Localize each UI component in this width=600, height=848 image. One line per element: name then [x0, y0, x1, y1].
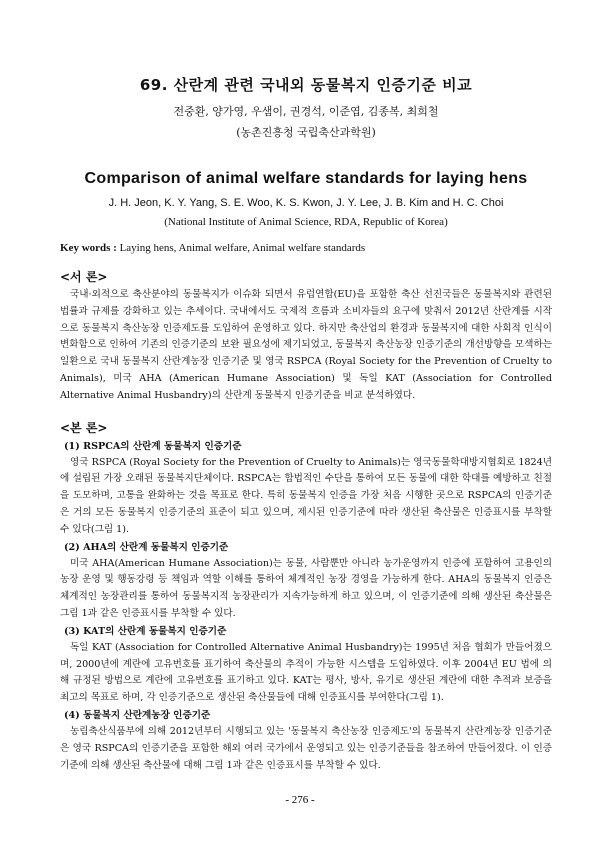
subsection-text: 독일 KAT (Association for Controlled Alternative Animal Husbandry)는 1995년 처음 협회가 만들어졌으며, 2000년에 계란에 고유번호를 표기하여 축산물의 추적이 가능한 시스템을 도입하였다. 이후 2004년 EU 법에 의해 규정된 방법으로 계란에 고유번호를 표기하고 있다. KAT는 평사, 방사, 유기로 생산된 계란에 대한 추적과 보증을 최고의 목표로 하며, 각 인증기준으로 생산된 축산물들에 대해 인증표시를 부여한다(그림 1). — [60, 641, 552, 704]
subsection-title: (1) RSPCA의 산란계 동물복지 인증기준 — [64, 440, 242, 452]
subsection-text: 미국 AHA(American Humane Association)는 동물, 사람뿐만 아니라 농가운영까지 인증에 포함하여 고용인의 농장 운영 및 행동강령 등 책임과 역할 이해를 통하여 체계적인 농장 경영을 가능하게 한다. AHA의 동물복지 인증은 체계적인 농장관리를 통하여 동물복지적 농장관리가 지속가능하게 하고 있으며, 이 인증기준에 의해 생산된 축산물은 그림 1과 같은 인증표시를 부착할 수 있다. — [60, 557, 552, 619]
subsection-rspca — [60, 438, 552, 539]
korean-affiliation: (농촌진흥청 국립축산과학원) — [236, 126, 376, 139]
subsection-title: (4) 동물복지 산란계농장 인증기준 — [64, 709, 211, 721]
keywords-value: Laying hens, Animal welfare, Animal welfare standards — [119, 242, 366, 254]
page-number: - 276 - — [285, 794, 315, 806]
subsection-aha — [60, 539, 552, 623]
subsection-title: (3) KAT의 산란계 동물복지 인증기준 — [64, 625, 227, 637]
english-title: Comparison of animal welfare standards for laying hens — [84, 170, 528, 187]
body-heading: <본 론> — [60, 420, 108, 435]
english-affiliation: (National Institute of Animal Science, RDA, Republic of Korea) — [164, 216, 448, 228]
subsection-text: 영국 RSPCA (Royal Society for the Prevention of Cruelty to Animals)는 영국동물학대방지협회로 1824년에 설립된 가장 오래된 동물복지단체이다. RSPCA는 합법적인 수단을 통하여 모든 동물에 대한 학대를 예방하고 친절을 도모하며, 고통을 완화하는 것을 목표로 한다. 특히 동물복지 인증을 가장 처음 시행한 곳으로 RSPCA의 인증기준은 거의 모든 동물복지 인증기준의 표준이 되고 있으며, 제시된 인증기준에 따라 생산된 축산물은 인증표시를 부착할 수 있다(그림 1). — [60, 456, 552, 535]
subsection-korea — [60, 707, 552, 774]
korean-title: 69. 산란계 관련 국내외 동물복지 인증기준 비교 — [139, 76, 473, 94]
body-section — [60, 419, 552, 775]
introduction-section — [60, 268, 552, 405]
korean-authors: 전중환, 양가영, 우샘이, 권경석, 이준엽, 김종복, 최희철 — [173, 105, 439, 118]
introduction-text: 국내·외적으로 축산분야의 동물복지가 이슈화 되면서 유럽연합(EU)을 포함한 축산 선진국들은 동물복지와 관련된 법률과 규제를 강화하고 있는 추세이다. 국내에서도 국제적 흐름과 소비자들의 요구에 맞춰서 2012년 산란계를 시작으로 동물복지 축산농장 인증제도를 도입하여 운영하고 있다. 하지만 축산업의 환경과 동물복지에 대한 사회적 인식이 변화함으로 인하여 기존의 인증기준의 보완 필요성에 제기되었고, 동물복지 축산농장 인증기준의 개선방향을 모색하는 일환으로 국내 동물복지 산란계농장 인증기준 및 영국 RSPCA (Royal Society for the Prevention of Cruelty to Animals), 미국 AHA (American Humane Association) 및 독일 KAT (Association for Controlled Alternative Animal Husbandry)의 산란계 동물복지 인증기준을 비교 분석하였다. — [60, 289, 552, 401]
introduction-heading: <서 론> — [60, 270, 108, 284]
keywords-label: Key words : — [60, 242, 117, 254]
english-authors: J. H. Jeon, K. Y. Yang, S. E. Woo, K. S. Kwon, J. Y. Lee, J. B. Kim and H. C. Choi — [108, 197, 504, 209]
subsection-text: 농림축산식품부에 의해 2012년부터 시행되고 있는 '동물복지 축산농장 인증제도'의 동물복지 산란계농장 인증기준은 영국 RSPCA의 인증기준을 포함한 해외 여러 국가에서 운영되고 있는 인증기준들을 참조하여 만들어졌다. 이 인증기준에 의해 생산된 축산물에 대해 그림 1과 같은 인증표시를 부착할 수 있다. — [60, 725, 552, 771]
subsection-kat — [60, 623, 552, 707]
subsection-title: (2) AHA의 산란계 동물복지 인증기준 — [64, 541, 229, 553]
keywords — [60, 242, 552, 254]
